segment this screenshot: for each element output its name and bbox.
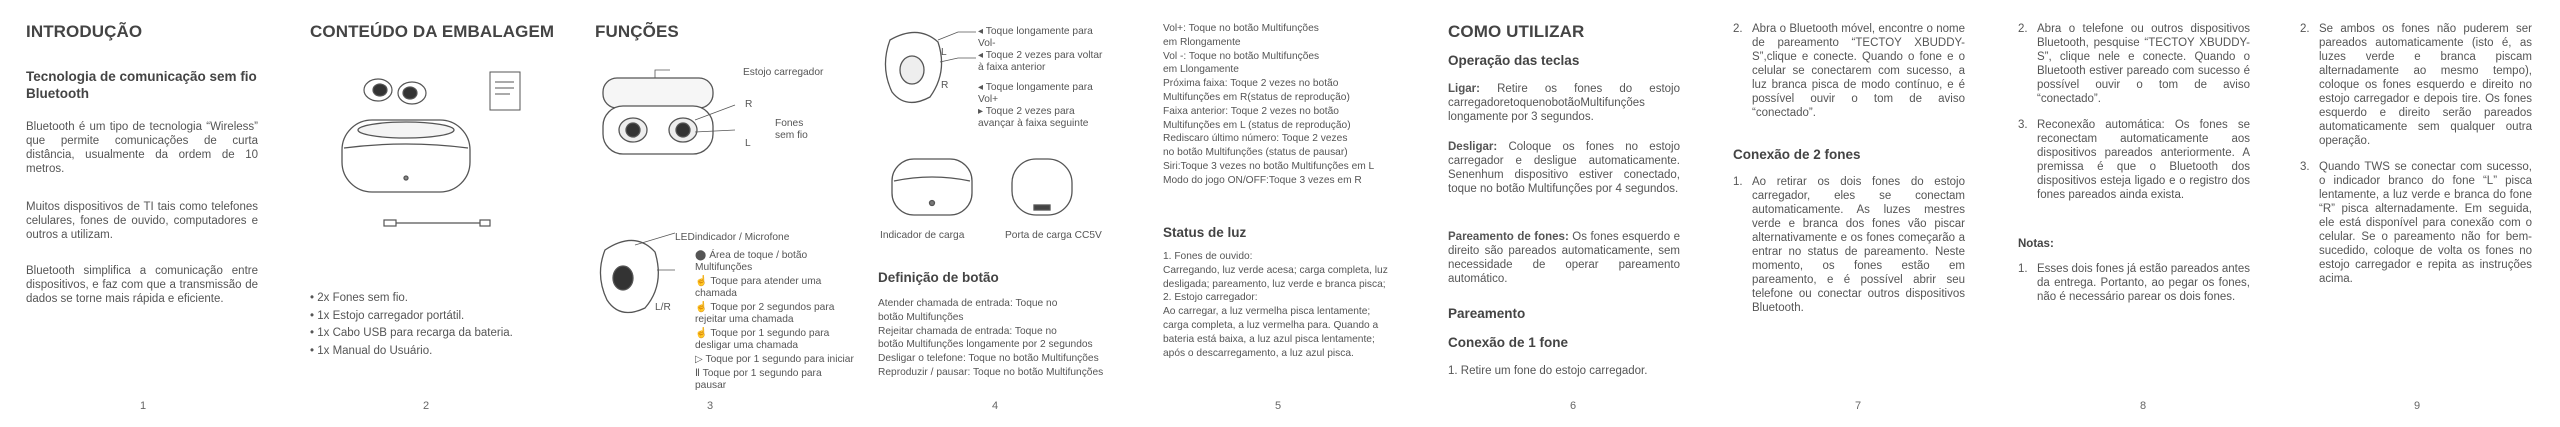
text-line: Multifunções em R(status de reprodução) — [1163, 91, 1350, 103]
text-line: Vol+: Toque no botão Multifunções — [1163, 23, 1319, 34]
how-to-use-title: COMO UTILIZAR — [1448, 22, 1585, 41]
case-port-diagram — [1008, 155, 1088, 225]
l-actions — [978, 26, 1108, 74]
page-6 — [1448, 0, 1680, 427]
page-number: 7 — [1855, 400, 1862, 412]
list-item: 1. Ao retirar os dois fones do estojo carregador, eles se conectam automaticamente. As luzes mestres verde e branca dos fones vão piscar alternativamente e os fones começarão a entrar no status de pareamento. Neste momento, os fones estão em pareamento, e é possível abrir seu telefone ou conectar outros dispositivos Bluetooth. — [1733, 176, 1965, 314]
hangup-icon: ☝ — [695, 328, 711, 339]
intro-subtitle: Tecnologia de comunicação sem fio Bluetooth — [26, 69, 257, 101]
button-def-lines — [878, 297, 1138, 380]
label-lr: L/R — [655, 302, 671, 313]
intro-title: INTRODUÇÃO — [26, 22, 143, 41]
page-2 — [310, 0, 560, 427]
light-status-lines — [1163, 250, 1413, 360]
text-line: botão Multifunções — [878, 311, 964, 323]
pairing-heading: Pareamento — [1448, 306, 1526, 321]
text-line: bateria está baixa, a luz azul pisca lentamente; — [1163, 333, 1375, 345]
text-line: Multifunções em L (status de reprodução) — [1163, 119, 1351, 131]
list-item: 3. Reconexão automática: Os fones se reconectam automaticamente aos dispositivos pareados anteriormente. A premissa é que o Bluetooth dos dispositivos esteja ligado e o registro dos fones pareados ainda exista. — [2018, 119, 2250, 201]
page-4 — [878, 0, 1138, 427]
power-off-text: Desligar: Coloque os fones no estojo carregador e desligue automaticamente. Senenhum dispositivo estiver conectado, toque no botão Multifunções por 4 segundos. — [1448, 141, 1680, 195]
two-earphones-heading: Conexão de 2 fones — [1733, 147, 1861, 162]
page-number: 8 — [2140, 400, 2147, 412]
list-item: 2. Abra o Bluetooth móvel, encontre o nome de pareamento “TECTOY XBUDDY-S”,clique e conecte. Quando o fone e o celular se conectarem com sucesso, a luz branca pisca de modo contínuo, e é possível ouvir o tom de aviso “conectado”. — [1733, 23, 1965, 119]
text-line: Vol -: Toque no botão Multifunções — [1163, 50, 1320, 62]
light-status-heading: Status de luz — [1163, 225, 1247, 240]
text-line: Próxima faixa: Toque 2 vezes no botão — [1163, 78, 1339, 90]
key-operation-heading: Operação das teclas — [1448, 53, 1580, 68]
step-list — [2018, 22, 2250, 202]
page-8 — [2018, 0, 2250, 427]
next-icon: ▸ — [978, 106, 986, 117]
caption-port: Porta de carga CC5V — [1005, 230, 1102, 241]
page-7 — [1733, 0, 1965, 427]
function-list — [695, 250, 855, 392]
earbud-lr-diagram — [878, 22, 978, 122]
page-number: 1 — [140, 400, 147, 412]
earbud-icon — [364, 79, 426, 104]
text-line: Carregando, luz verde acesa; carga completa, luz — [1163, 264, 1388, 276]
r-actions — [978, 82, 1108, 130]
text-line: após o descarregamento, a luz azul pisca. — [1163, 347, 1354, 359]
label-l: L — [745, 138, 751, 149]
case-icon — [342, 120, 470, 192]
list-item: • 1x Estojo carregador portátil. — [310, 308, 560, 326]
touch-icon: ⬤ — [695, 250, 710, 261]
package-list — [310, 290, 560, 360]
function-item: ☝ Toque por 1 segundo para desligar uma chamada — [695, 328, 830, 351]
list-item: • 1x Manual do Usuário. — [310, 343, 560, 361]
intro-para-2: Muitos dispositivos de TI tais como telefones celulares, fones de ouvido, computadores e outros a utilizam. — [26, 201, 258, 241]
hold-icon: ☝ — [695, 302, 711, 313]
text-line: Ao carregar, a luz vermelha pisca lentamente; — [1163, 306, 1371, 318]
step-list — [1733, 175, 1965, 315]
power-on-text: Ligar: Retire os fones do estojo carregadoretoquenobotãoMultifunções longamente por 3 segundos. — [1448, 83, 1680, 123]
page-number: 3 — [707, 400, 714, 412]
button-def-heading: Definição de botão — [878, 270, 999, 285]
package-title: CONTEÚDO DA EMBALAGEM — [310, 22, 555, 41]
speaker-icon: ◂ — [978, 26, 986, 37]
package-illustration — [330, 70, 560, 250]
pause-icon: Ⅱ — [695, 368, 703, 379]
label-case: Estojo carregador — [743, 67, 824, 78]
list-item: • 2x Fones sem fio. — [310, 290, 560, 308]
text-line: 2. Estojo carregador: — [1163, 292, 1258, 304]
play-icon: ▷ — [695, 354, 706, 365]
speaker-icon: ◂ — [978, 82, 986, 93]
notes-list — [2018, 262, 2250, 304]
step-text: 1. Retire um fone do estojo carregador. — [1448, 365, 1648, 377]
list-item: 3. Quando TWS se conectar com sucesso, o indicador branco do fone “L” pisca lentamente, a luz verde e branca do fone “R” pisca alternadamente. Em seguida, ele está disponível para conexão com o celular. Se o pareamento não for bem-sucedido, coloque de volta os fones no estojo carregador e repita as instruções acima. — [2300, 161, 2532, 285]
list-item: 1. Esses dois fones já estão pareados antes da entrega. Portanto, ao pegar os fones, não é necessário parear os dois fones. — [2018, 263, 2250, 303]
label-r: R — [941, 80, 949, 91]
notes-heading: Notas: — [2018, 238, 2054, 250]
vol-up-action: ◂ Toque longamente para Vol+ — [978, 82, 1093, 105]
intro-para-3: Bluetooth simplifica a comunicação entre dispositivos, e faz com que a transmissão de dados se torne mais rápida e eficiente. — [26, 265, 258, 305]
text-line: Desligar o telefone: Toque no botão Multifunções — [878, 353, 1099, 365]
text-line: botão Multifunções longamente por 2 segundos — [878, 339, 1093, 351]
text-line: Rediscaro último número: Toque 2 vezes — [1163, 133, 1348, 145]
step-list — [2300, 22, 2532, 286]
next-track-action: ▸ Toque 2 vezes para avançar à faixa seguinte — [978, 106, 1089, 129]
text-line: em Rlongamente — [1163, 36, 1241, 48]
page-number: 4 — [992, 400, 999, 412]
label-l: L — [941, 47, 947, 58]
page-number: 6 — [1570, 400, 1577, 412]
function-item: ☝ Toque por 2 segundos para rejeitar uma chamada — [695, 302, 835, 325]
one-earphone-heading: Conexão de 1 fone — [1448, 335, 1569, 350]
text-line: em Llongamente — [1163, 64, 1239, 76]
intro-para-1: Bluetooth é um tipo de tecnologia “Wireless” que permite comunicações de curta distância, usualmente da ordem de 10 metros. — [26, 121, 258, 175]
page-3 — [595, 0, 855, 427]
text-line: Faixa anterior: Toque 2 vezes no botão — [1163, 105, 1339, 117]
text-line: Rejeitar chamada de entrada: Toque no — [878, 325, 1057, 337]
label-led: LEDindicador / Microfone — [675, 232, 790, 243]
function-item: ⬤ Área de toque / botão Multifunções — [695, 250, 808, 273]
pairing-text: Pareamento de fones: Os fones esquerdo e direito são pareados automaticamente, sem necessidade de operar pareamento automático. — [1448, 231, 1680, 285]
function-item: ▷ Toque por 1 segundo para iniciar — [695, 354, 854, 365]
prev-icon: ◂ — [978, 50, 986, 61]
function-item: ☝ Toque para atender uma chamada — [695, 276, 822, 299]
list-item: 2. Se ambos os fones não puderem ser pareados automaticamente (isto é, as luzes verde e branca piscam alternadamente ao mesmo tempo), coloque os fones esquerdo e direito no estojo carregador e depois tire. Os fones esquerdo e direito serão pareados automaticamente sem qualquer outra operação. — [2300, 23, 2532, 147]
text-line: no botão Multifunções (status de pausar) — [1163, 147, 1348, 159]
earbud-diagram — [595, 230, 675, 340]
step-list — [1733, 22, 1965, 120]
tap-icon: ☝ — [695, 276, 711, 287]
page-number: 9 — [2414, 400, 2421, 412]
text-line: Siri:Toque 3 vezes no botão Multifunções em L — [1163, 160, 1375, 172]
prev-track-action: ◂ Toque 2 vezes para voltar à faixa anterior — [978, 50, 1103, 73]
text-line: Reproduzir / pausar: Toque no botão Multifunções — [878, 366, 1104, 378]
label-earphones: Fones sem fio — [775, 118, 808, 141]
vol-down-action: ◂ Toque longamente para Vol- — [978, 26, 1093, 49]
page-number: 2 — [423, 400, 430, 412]
text-line: Atender chamada de entrada: Toque no — [878, 298, 1058, 309]
functions-title: FUNÇÕES — [595, 22, 679, 41]
page-5 — [1163, 0, 1413, 427]
function-item: Ⅱ Toque por 1 segundo para pausar — [695, 368, 822, 391]
usb-cable-icon — [384, 220, 490, 226]
page-1 — [26, 0, 258, 427]
list-item: • 1x Cabo USB para recarga da bateria. — [310, 325, 560, 343]
manual-icon — [490, 72, 520, 110]
list-item: 2. Abra o telefone ou outros dispositivos Bluetooth, pesquise “TECTOY XBUDDY-S”, clique nele e conecte. Quando o Bluetooth estiver pareado com sucesso é possível ouvir o tom de aviso “conectado”. — [2018, 23, 2250, 105]
text-line: carga completa, a luz vermelha para. Quando a — [1163, 319, 1379, 331]
case-indicator-diagram — [890, 155, 980, 225]
caption-indicator: Indicador de carga — [880, 230, 965, 241]
controls-lines — [1163, 22, 1413, 188]
page-number: 5 — [1275, 400, 1282, 412]
text-line: Modo do jogo ON/OFF:Toque 3 vezes em R — [1163, 174, 1362, 186]
page-9 — [2300, 0, 2532, 427]
text-line: desligada; pareamento, luz verde e branca pisca; — [1163, 278, 1386, 290]
text-line: 1. Fones de ouvido: — [1163, 251, 1253, 262]
label-r: R — [745, 99, 753, 110]
